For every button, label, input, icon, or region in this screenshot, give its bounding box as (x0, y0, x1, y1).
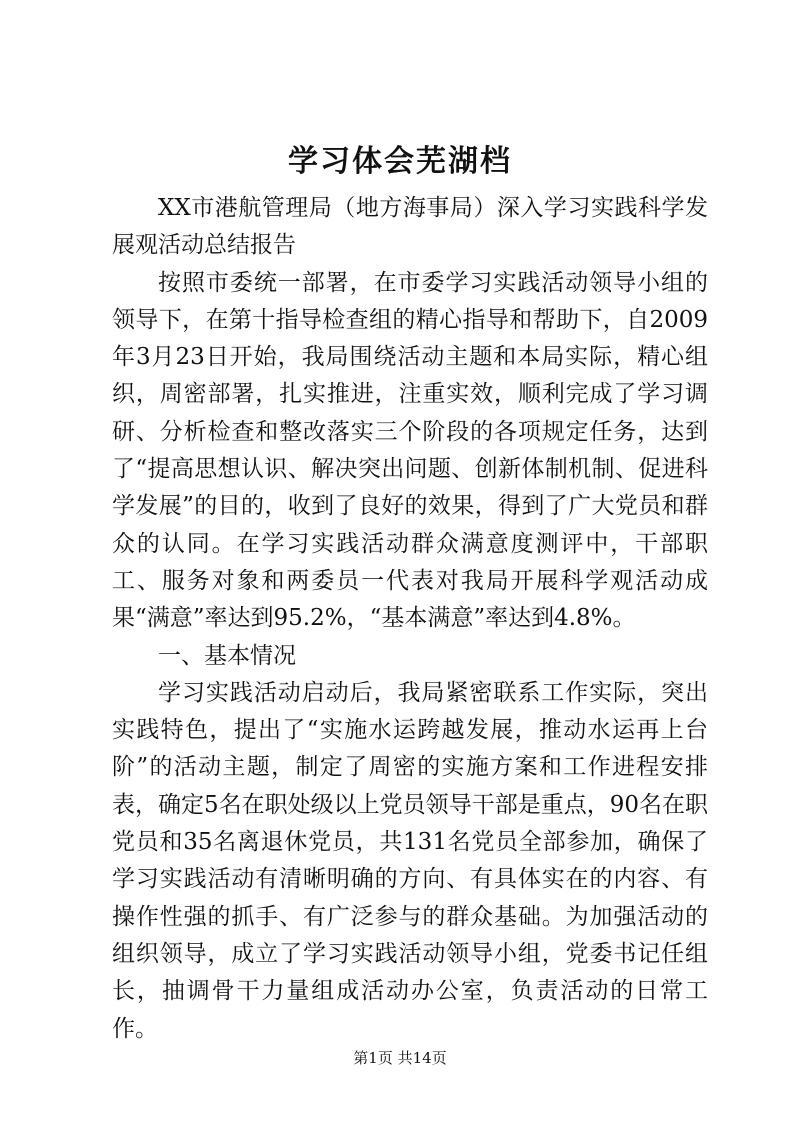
report-heading-paragraph: XX市港航管理局（地方海事局）深入学习实践科学发展观活动总结报告 (112, 195, 708, 259)
document-body (112, 190, 708, 1048)
page-footer: 第1页 共14页 (353, 1049, 447, 1067)
basic-situation-paragraph: 学习实践活动启动后，我局紧密联系工作实际，突出实践特色，提出了“实施水运跨越发展，推动水运再上台阶”的活动主题，制定了周密的实施方案和工作进程安排表，确定5名在职处级以上党员领导干部是重点，90名在职党员和35名离退休党员，共131名党员全部参加，确保了学习实践活动有清晰明确的方向、有具体实在的内容、有操作性强的抓手、有广泛参与的群众基础。为加强活动的组织领导，成立了学习实践活动领导小组，党委书记任组长，抽调骨干力量组成活动办公室，负责活动的日常工作。 (112, 679, 708, 1042)
section-heading: 一、基本情况 (158, 642, 296, 669)
intro-paragraph: 按照市委统一部署，在市委学习实践活动领导小组的领导下，在第十指导检查组的精心指导和帮助下，自2009年3月23日开始，我局围绕活动主题和本局实际，精心组织，周密部署，扎实推进，注重实效，顺利完成了学习调研、分析检查和整改落实三个阶段的各项规定任务，达到了“提高思想认识、解决突出问题、创新体制机制、促进科学发展”的目的，收到了良好的效果，得到了广大党员和群众的认同。在学习实践活动群众满意度测评中，干部职工、服务对象和两委员一代表对我局开展科学观活动成果“满意”率达到95.2%，“基本满意”率达到4.8%。 (112, 269, 708, 632)
document-title: 学习体会芜湖档 (288, 144, 512, 179)
